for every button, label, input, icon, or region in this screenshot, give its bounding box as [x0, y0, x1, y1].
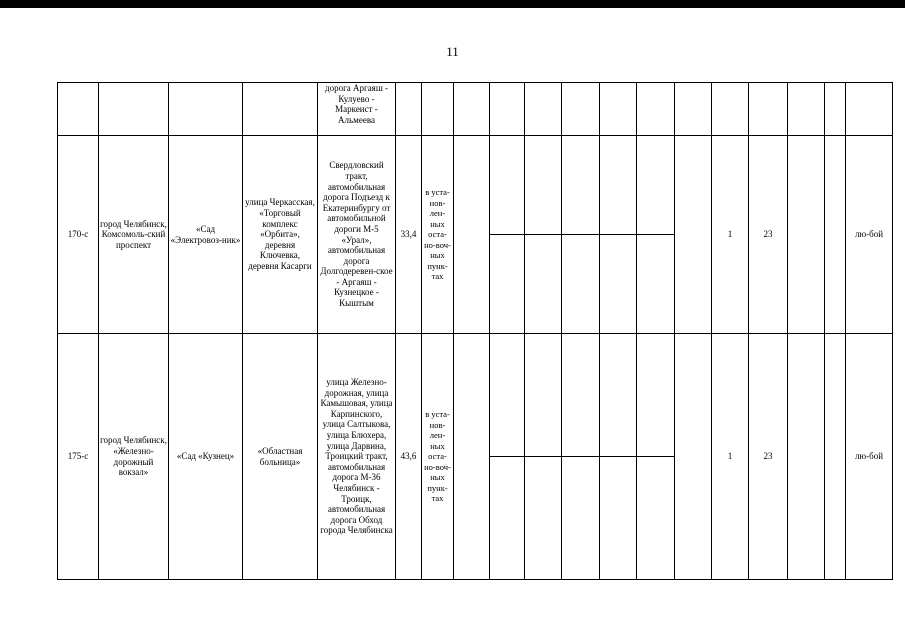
cell-empty: [846, 83, 893, 136]
cell-split: [637, 334, 675, 580]
cell-empty: [454, 136, 490, 334]
cell-empty: [825, 83, 846, 136]
cell-empty: [788, 83, 825, 136]
cell-split: [600, 136, 637, 334]
cell-empty: [454, 334, 490, 580]
cell-split: [562, 334, 600, 580]
table-row: [58, 334, 893, 580]
cell-empty: [99, 83, 169, 136]
route-length-cell: 43,6: [396, 334, 422, 580]
route-number-cell: 175-с: [58, 334, 99, 580]
vehicle-capacity-cell: 23: [749, 136, 788, 334]
vehicles-count-cell: 1: [712, 334, 749, 580]
route-number-cell: 170-с: [58, 136, 99, 334]
cell-split: [637, 136, 675, 334]
route-start-cell: город Челябинск, Комсомоль-ский проспект: [99, 136, 169, 334]
cell-empty: [675, 136, 712, 334]
cell-split: [525, 136, 562, 334]
cell-empty: [825, 136, 846, 334]
cell-empty: [525, 83, 562, 136]
page-number: 11: [446, 44, 459, 59]
cell-empty: [675, 334, 712, 580]
cell-empty: [637, 83, 675, 136]
vehicle-class-cell: лю-бой: [846, 334, 893, 580]
cell-empty: [243, 83, 318, 136]
route-path-cell: улица Железно-дорожная, улица Камышовая, улица Карпинского, улица Салтыкова, улица Блюхера, улица Дарвина, Троицкий тракт, автомобильная дорога М-36 Челябинск - Троицк, автомобильная дорога Обход города Челябинска: [318, 334, 396, 580]
stops-procedure-cell: в уста-нов-лен-ных оста-но-воч-ных пунк-тах: [422, 334, 454, 580]
table-row-continued: [58, 83, 893, 136]
cell-empty: [422, 83, 454, 136]
cell-empty: [169, 83, 243, 136]
cell-empty: [825, 334, 846, 580]
route-length-cell: 33,4: [396, 136, 422, 334]
intermediate-stops-cell: улица Черкасская, «Торговый комплекс «Орбита», деревня Ключевка, деревня Касарги: [243, 136, 318, 334]
vehicle-class-cell: лю-бой: [846, 136, 893, 334]
cell-empty: [396, 83, 422, 136]
cell-split: [562, 136, 600, 334]
cell-empty: [788, 334, 825, 580]
cell-empty: [788, 136, 825, 334]
route-start-cell: город Челябинск, «Железно-дорожный вокзал»: [99, 334, 169, 580]
cell-split: [600, 334, 637, 580]
route-path-cell: дорога Аргаяш - Кулуево - Маркеист - Альмеева: [318, 83, 396, 136]
page-top-border: [0, 0, 905, 8]
cell-empty: [454, 83, 490, 136]
cell-split: [490, 136, 525, 334]
routes-table: [57, 82, 893, 580]
cell-empty: [490, 83, 525, 136]
table-row: [58, 136, 893, 334]
route-end-cell: «Сад «Кузнец»: [169, 334, 243, 580]
cell-empty: [600, 83, 637, 136]
cell-split: [490, 334, 525, 580]
cell-empty: [749, 83, 788, 136]
cell-empty: [675, 83, 712, 136]
vehicle-capacity-cell: 23: [749, 334, 788, 580]
intermediate-stops-cell: «Областная больница»: [243, 334, 318, 580]
route-end-cell: «Сад «Электровоз-ник»: [169, 136, 243, 334]
cell-empty: [58, 83, 99, 136]
route-path-cell: Свердловский тракт, автомобильная дорога Подъезд к Екатеринбургу от автомобильной дороги М-5 «Урал», автомобильная дорога Долгодеревен-ское - Аргаяш - Кузнецкое - Кыштым: [318, 136, 396, 334]
cell-empty: [562, 83, 600, 136]
cell-empty: [712, 83, 749, 136]
stops-procedure-cell: в уста-нов-лен-ных оста-но-воч-ных пунк-тах: [422, 136, 454, 334]
vehicles-count-cell: 1: [712, 136, 749, 334]
cell-split: [525, 334, 562, 580]
